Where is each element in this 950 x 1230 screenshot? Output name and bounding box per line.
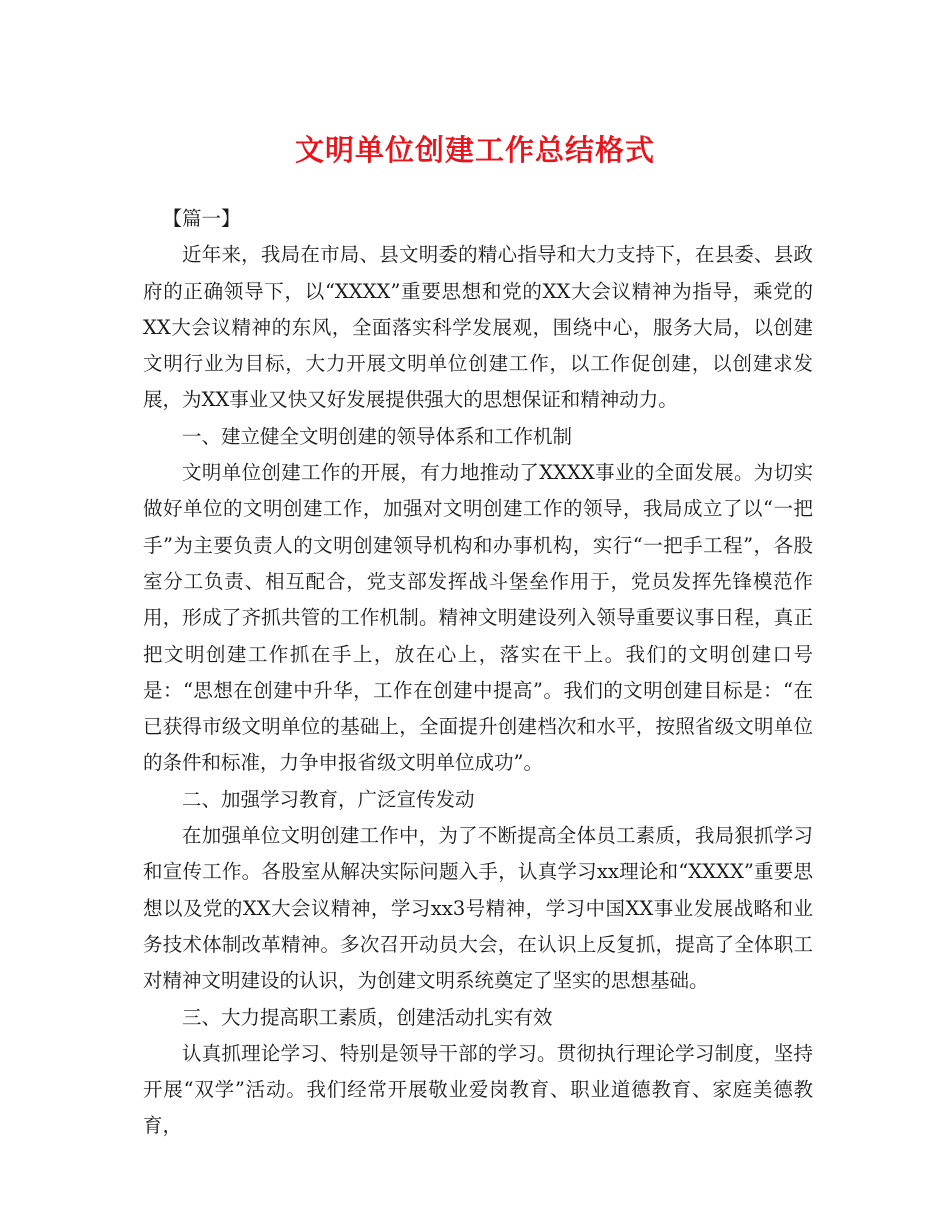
section-heading-1: 一、建立健全文明创建的领导体系和工作机制 xyxy=(182,424,573,448)
section-paragraph-3: 认真抓理论学习、特别是领导干部的学习。贯彻执行理论学习制度，坚持开展“双学”活动。我们经常开展敬业爱岗教育、职业道德教育、家庭美德教育， xyxy=(143,1041,813,1138)
section-paragraph-2: 在加强单位文明创建工作中，为了不断提高全体员工素质，我局狠抓学习和宣传工作。各股室从解决实际问题入手，认真学习xx理论和“XXXX”重要思想以及党的XX大会议精神，学习xx3号精神，学习中国XX事业发展战略和业务技术体制改革精神。多次召开动员大会，在认识上反复抓，提高了全体职工对精神文明建设的认识，为创建文明系统奠定了坚实的思想基础。 xyxy=(143,824,813,993)
section-heading-3: 三、大力提高职工素质，创建活动扎实有效 xyxy=(182,1005,553,1029)
section-tag: 【篇一】 xyxy=(162,207,241,230)
document-body xyxy=(143,201,813,1145)
intro-paragraph: 近年来，我局在市局、县文明委的精心指导和大力支持下，在县委、县政府的正确领导下，以“XXXX”重要思想和党的XX大会议精神为指导，乘党的XX大会议精神的东风，全面落实科学发展观，围绕中心，服务大局，以创建文明行业为目标，大力开展文明单位创建工作，以工作促创建，以创建求发展，为XX事业又快又好发展提供强大的思想保证和精神动力。 xyxy=(143,243,813,412)
section-paragraph-1: 文明单位创建工作的开展，有力地推动了XXXX事业的全面发展。为切实做好单位的文明创建工作，加强对文明创建工作的领导，我局成立了以“一把手”为主要负责人的文明创建领导机构和办事机构，实行“一把手工程”，各股室分工负责、相互配合，党支部发挥战斗堡垒作用于，党员发挥先锋模范作用，形成了齐抓共管的工作机制。精神文明建设列入领导重要议事日程，真正把文明创建工作抓在手上，放在心上，落实在干上。我们的文明创建口号是：“思想在创建中升华，工作在创建中提高”。我们的文明创建目标是：“在已获得市级文明单位的基础上，全面提升创建档次和水平，按照省级文明单位的条件和标准，力争申报省级文明单位成功”。 xyxy=(143,461,813,775)
section-heading-2: 二、加强学习教育，广泛宣传发动 xyxy=(182,787,475,811)
document-title: 文明单位创建工作总结格式 xyxy=(294,133,655,167)
